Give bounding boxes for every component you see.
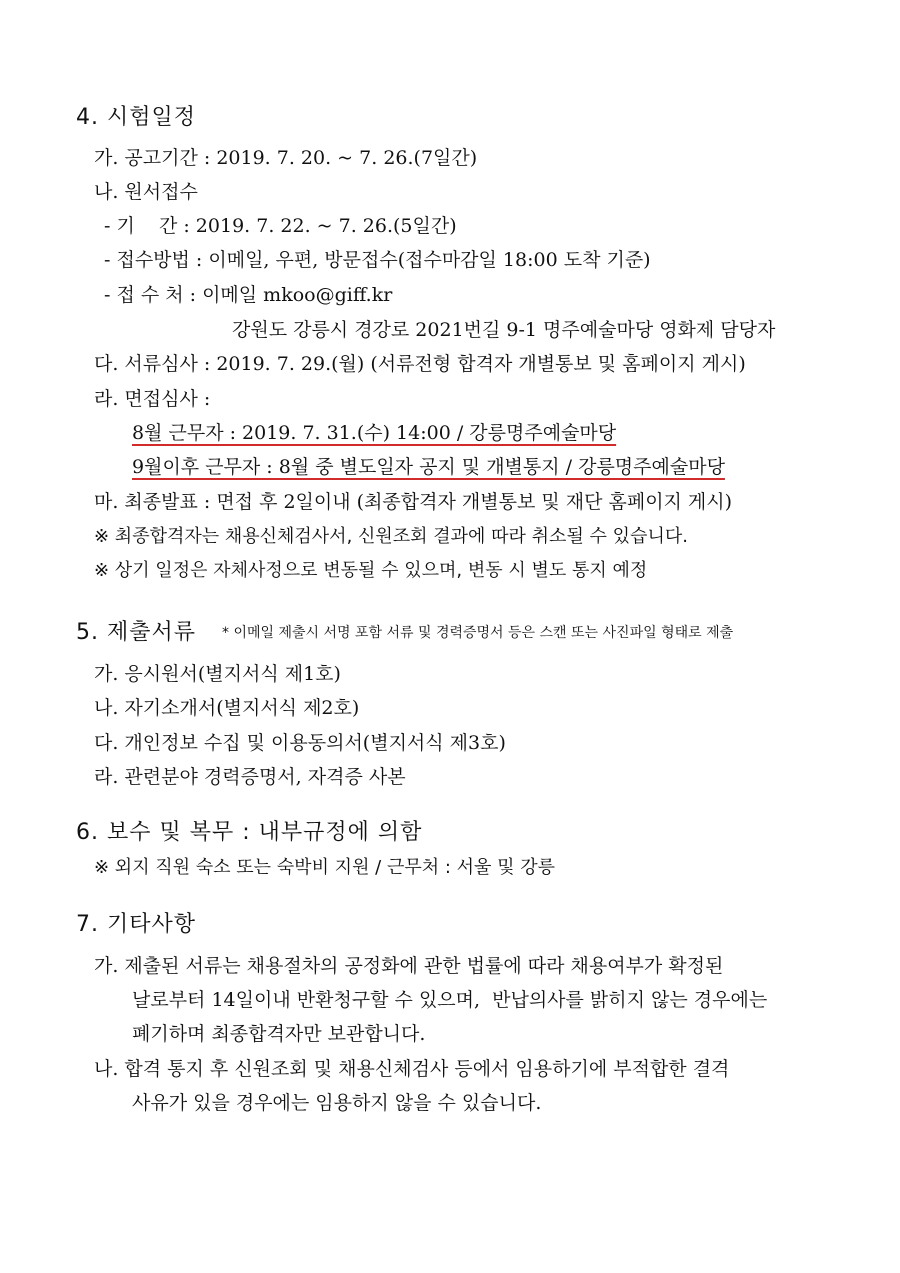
s4-item-ra: 라. 면접심사 : (94, 388, 211, 410)
s4-note-2: ※ 상기 일정은 자체사정으로 변동될 수 있으며, 변동 시 별도 통지 예정 (94, 560, 648, 581)
s4-interview-sep: 9월이후 근무자 : 8월 중 별도일자 공지 및 개별통지 / 강릉명주예술마당 (132, 456, 725, 478)
s4-address: 강원도 강릉시 경강로 2021번길 9-1 명주예술마당 영화제 담당자 (232, 319, 776, 341)
s7-item-ga-line-1: 가. 제출된 서류는 채용절차의 공정화에 관한 법률에 따라 채용여부가 확정된 (94, 955, 724, 977)
s4-item-na: 나. 원서접수 (94, 181, 198, 203)
s7-item-ga-line-2: 날로부터 14일이내 반환청구할 수 있으며, 반납의사를 밝히지 않는 경우에는 (132, 989, 768, 1011)
s4-item-ma: 마. 최종발표 : 면접 후 2일이내 (최종합격자 개별통보 및 재단 홈페이지 게시) (94, 491, 733, 513)
section-7-title: 7. 기타사항 (76, 912, 196, 937)
section-4-title: 4. 시험일정 (76, 105, 196, 130)
s7-item-na-line-2: 사유가 있을 경우에는 임용하지 않을 수 있습니다. (132, 1092, 542, 1114)
s5-item-ra: 라. 관련분야 경력증명서, 자격증 사본 (94, 766, 406, 788)
s4-interview-aug: 8월 근무자 : 2019. 7. 31.(수) 14:00 / 강릉명주예술마당 (132, 422, 617, 444)
section-6-title: 6. 보수 및 복무 : 내부규정에 의함 (76, 820, 423, 845)
s5-item-da: 다. 개인정보 수집 및 이용동의서(별지서식 제3호) (94, 732, 506, 754)
s5-item-na: 나. 자기소개서(별지서식 제2호) (94, 697, 360, 719)
section-5-note: * 이메일 제출시 서명 포함 서류 및 경력증명서 등은 스캔 또는 사진파일 형태로 제출 (222, 625, 734, 641)
s5-item-ga: 가. 응시원서(별지서식 제1호) (94, 663, 341, 685)
s7-item-ga-line-3: 폐기하며 최종합격자만 보관합니다. (132, 1023, 426, 1045)
s6-note: ※ 외지 직원 숙소 또는 숙박비 지원 / 근무처 : 서울 및 강릉 (94, 857, 556, 878)
s4-item-ga: 가. 공고기간 : 2019. 7. 20. ~ 7. 26.(7일간) (94, 147, 478, 169)
s4-note-1: ※ 최종합격자는 채용신체검사서, 신원조회 결과에 따라 취소될 수 있습니다. (94, 526, 688, 547)
s4-place: - 접 수 처 : 이메일 mkoo@giff.kr (104, 284, 393, 306)
s7-item-na-line-1: 나. 합격 통지 후 신원조회 및 채용신체검사 등에서 임용하기에 부적합한 결격 (94, 1058, 730, 1080)
s4-period: - 기 간 : 2019. 7. 22. ~ 7. 26.(5일간) (104, 215, 457, 237)
s4-item-da: 다. 서류심사 : 2019. 7. 29.(월) (서류전형 합격자 개별통보 및 홈페이지 게시) (94, 353, 746, 375)
section-5-heading (76, 619, 733, 647)
section-5-title: 5. 제출서류 (76, 620, 196, 645)
s4-method: - 접수방법 : 이메일, 우편, 방문접수(접수마감일 18:00 도착 기준) (104, 249, 651, 271)
